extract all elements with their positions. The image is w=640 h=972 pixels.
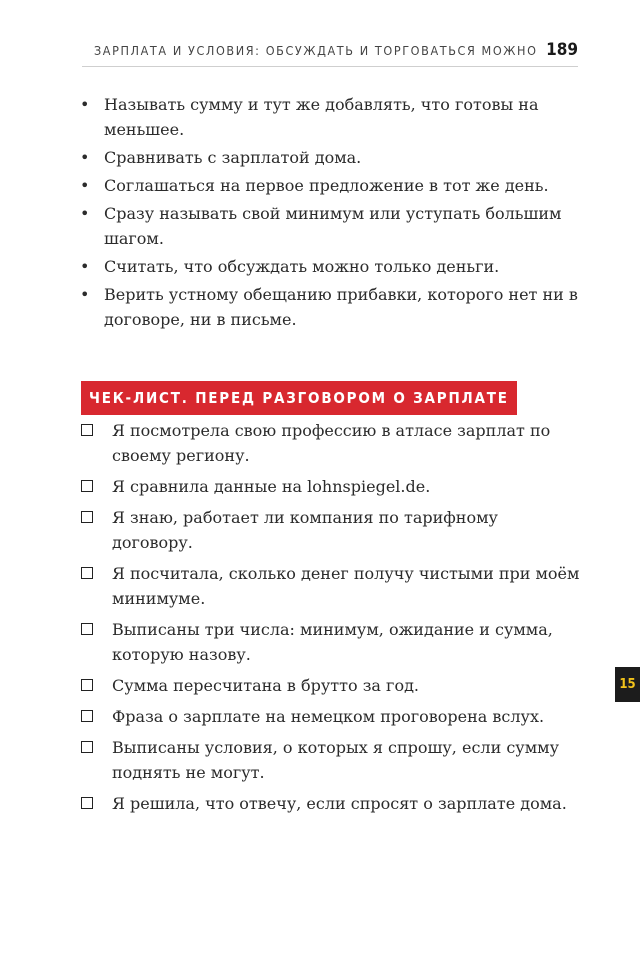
checklist-item-text: Выписаны условия, о которых я спрошу, если сумму поднять не могут. — [112, 738, 559, 782]
checklist-title-banner: ЧЕК-ЛИСТ. ПЕРЕД РАЗГОВОРОМ О ЗАРПЛАТЕ — [81, 381, 517, 415]
bullet-icon: • — [80, 257, 90, 276]
checklist-item — [80, 505, 580, 555]
checklist-item — [80, 474, 580, 499]
checklist-item — [80, 791, 580, 816]
checkbox-icon — [81, 741, 93, 753]
bullet-text: Сразу называть свой минимум или уступать большим шагом. — [104, 204, 562, 248]
checklist — [80, 418, 580, 822]
page-header — [82, 40, 578, 67]
checklist-item — [80, 673, 580, 698]
bullet-icon: • — [80, 176, 90, 195]
checklist-item-text: Я сравнила данные на lohnspiegel.de. — [112, 477, 431, 496]
bullet-icon: • — [80, 204, 90, 223]
bullet-icon: • — [80, 148, 90, 167]
checklist-item — [80, 617, 580, 667]
checklist-item — [80, 735, 580, 785]
checkbox-icon — [81, 710, 93, 722]
bullet-text: Соглашаться на первое предложение в тот же день. — [104, 176, 549, 195]
bullet-text: Сравнивать с зарплатой дома. — [104, 148, 362, 167]
bullet-item — [80, 92, 580, 142]
checklist-item — [80, 418, 580, 468]
checklist-item-text: Выписаны три числа: минимум, ожидание и сумма, которую назову. — [112, 620, 553, 664]
checklist-item-text: Я посмотрела свою профессию в атласе зарплат по своему региону. — [112, 421, 551, 465]
checklist-item — [80, 561, 580, 611]
bullet-text: Называть сумму и тут же добавлять, что готовы на меньшее. — [104, 95, 539, 139]
bullet-item — [80, 282, 580, 332]
bullet-item — [80, 173, 580, 198]
checklist-item — [80, 704, 580, 729]
bullet-text: Верить устному обещанию прибавки, которого нет ни в договоре, ни в письме. — [104, 285, 578, 329]
checklist-item-text: Я посчитала, сколько денег получу чистыми при моём минимуме. — [112, 564, 580, 608]
checkbox-icon — [81, 511, 93, 523]
running-title: ЗАРПЛАТА И УСЛОВИЯ: ОБСУЖДАТЬ И ТОРГОВАТЬСЯ МОЖНО — [94, 43, 538, 58]
checkbox-icon — [81, 424, 93, 436]
bullet-icon: • — [80, 285, 90, 304]
bullet-icon: • — [80, 95, 90, 114]
checkbox-icon — [81, 623, 93, 635]
bullet-item — [80, 145, 580, 170]
page-number: 189 — [546, 40, 578, 60]
checkbox-icon — [81, 567, 93, 579]
checklist-item-text: Сумма пересчитана в брутто за год. — [112, 676, 420, 695]
bullet-list — [80, 92, 580, 335]
checkbox-icon — [81, 480, 93, 492]
bullet-text: Считать, что обсуждать можно только деньги. — [104, 257, 500, 276]
checklist-item-text: Я решила, что отвечу, если спросят о зарплате дома. — [112, 794, 567, 813]
bullet-item — [80, 201, 580, 251]
checkbox-icon — [81, 797, 93, 809]
chapter-tab: 15 — [615, 667, 640, 702]
bullet-item — [80, 254, 580, 279]
checklist-item-text: Фраза о зарплате на немецком проговорена вслух. — [112, 707, 545, 726]
checkbox-icon — [81, 679, 93, 691]
checklist-item-text: Я знаю, работает ли компания по тарифному договору. — [112, 508, 498, 552]
